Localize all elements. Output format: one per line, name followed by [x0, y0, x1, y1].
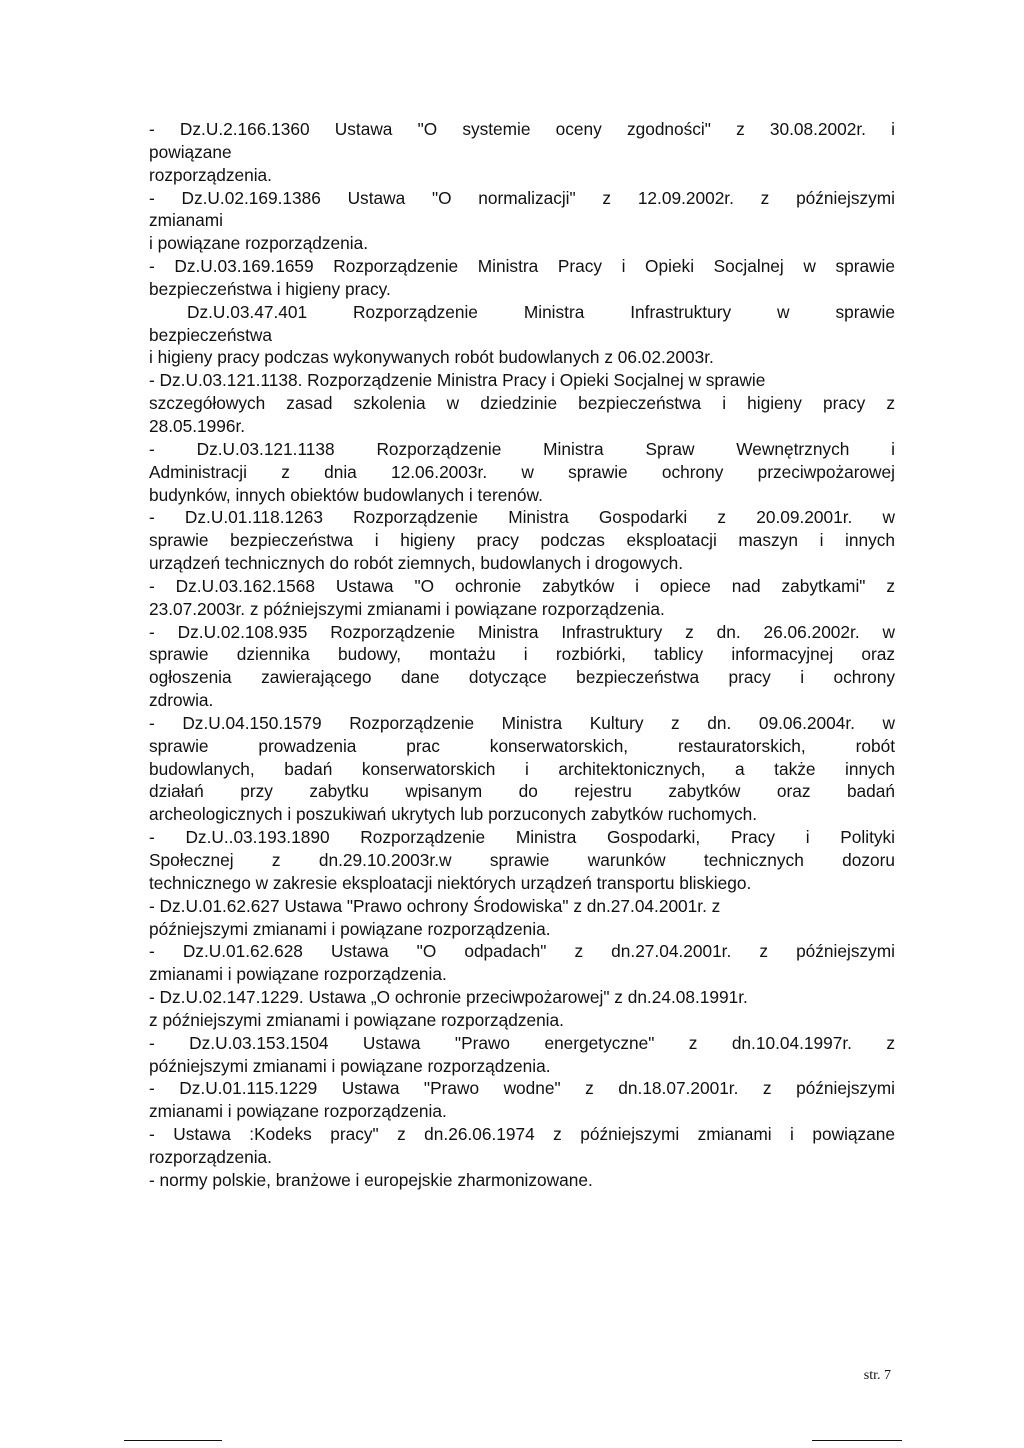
text-line: technicznego w zakresie eksploatacji niektórych urządzeń transportu bliskiego.: [149, 872, 752, 893]
text-line: - normy polskie, branżowe i europejskie zharmonizowane.: [149, 1169, 593, 1190]
text-line: - Dz.U.03.169.1659 Rozporządzenie Ministra Pracy i Opieki Socjalnej w sprawie: [149, 256, 895, 277]
text-line: rozporządzenia.: [149, 164, 272, 185]
text-line: 28.05.1996r.: [149, 415, 246, 436]
text-line: sprawie prowadzenia prac konserwatorskich, restauratorskich, robót: [149, 735, 895, 756]
text-line: - Dz.U.03.153.1504 Ustawa "Prawo energetyczne" z dn.10.04.1997r. z: [149, 1032, 895, 1053]
text-line: i powiązane rozporządzenia.: [149, 233, 369, 254]
text-line: szczegółowych zasad szkolenia w dziedzinie bezpieczeństwa i higieny pracy z: [149, 393, 895, 414]
text-line: bezpieczeństwa: [149, 324, 272, 345]
text-line: z późniejszymi zmianami i powiązane rozporządzenia.: [149, 1009, 564, 1030]
text-line: urządzeń technicznych do robót ziemnych, budowlanych i drogowych.: [149, 553, 684, 574]
text-line: Społecznej z dn.29.10.2003r.w sprawie warunków technicznych dozoru: [149, 850, 895, 870]
text-line: działań przy zabytku wpisanym do rejestru zabytków oraz badań: [149, 781, 895, 802]
text-line: - Ustawa :Kodeks pracy" z dn.26.06.1974 z późniejszymi zmianami i powiązane: [149, 1124, 895, 1145]
page-number: str. 7: [863, 1368, 891, 1383]
text-line: Dz.U.03.47.401 Rozporządzenie Ministra Infrastruktury w sprawie: [187, 301, 895, 322]
text-line: - Dz.U.03.121.1138. Rozporządzenie Ministra Pracy i Opieki Socjalnej w sprawie: [149, 370, 766, 391]
text-line: zdrowia.: [149, 690, 214, 711]
text-line: sprawie dziennika budowy, montażu i rozbiórki, tablicy informacyjnej oraz: [149, 644, 895, 665]
text-line: rozporządzenia.: [149, 1146, 272, 1167]
bottom-right-rule: [812, 1440, 902, 1441]
text-line: archeologicznych i poszukiwań ukrytych lub porzuconych zabytków ruchomych.: [149, 804, 758, 825]
text-line: zmianami: [149, 210, 223, 231]
text-line: - Dz.U.01.62.627 Ustawa "Prawo ochrony Środowiska" z dn.27.04.2001r. z: [149, 895, 721, 916]
text-line: późniejszymi zmianami i powiązane rozporządzenia.: [149, 918, 551, 939]
bottom-left-rule: [124, 1440, 222, 1441]
text-line: bezpieczeństwa i higieny pracy.: [149, 278, 391, 299]
text-line: zmianami i powiązane rozporządzenia.: [149, 1101, 447, 1122]
text-line: - Dz.U..03.193.1890 Rozporządzenie Ministra Gospodarki, Pracy i Polityki: [149, 827, 895, 848]
text-line: i higieny pracy podczas wykonywanych robót budowlanych z 06.02.2003r.: [149, 347, 714, 368]
legal-references-list: [149, 118, 895, 1192]
text-line: późniejszymi zmianami i powiązane rozporządzenia.: [149, 1055, 551, 1076]
text-line: Administracji z dnia 12.06.2003r. w sprawie ochrony przeciwpożarowej: [149, 461, 895, 482]
text-line: - Dz.U.02.169.1386 Ustawa "O normalizacji" z 12.09.2002r. z późniejszymi: [149, 187, 895, 208]
text-line: ogłoszenia zawierającego dane dotyczące bezpieczeństwa pracy i ochrony: [149, 667, 895, 688]
text-line: sprawie bezpieczeństwa i higieny pracy podczas eksploatacji maszyn i innych: [149, 530, 895, 551]
text-line: powiązane: [149, 141, 232, 162]
text-line: budynków, innych obiektów budowlanych i terenów.: [149, 484, 543, 505]
text-line: 23.07.2003r. z późniejszymi zmianami i powiązane rozporządzenia.: [149, 598, 665, 619]
text-line: - Dz.U.03.162.1568 Ustawa "O ochronie zabytków i opiece nad zabytkami" z: [149, 575, 895, 596]
text-line: - Dz.U.03.121.1138 Rozporządzenie Ministra Spraw Wewnętrznych i: [149, 438, 895, 459]
text-line: - Dz.U.02.108.935 Rozporządzenie Ministra Infrastruktury z dn. 26.06.2002r. w: [149, 621, 895, 642]
text-line: - Dz.U.2.166.1360 Ustawa "O systemie oceny zgodności" z 30.08.2002r. i: [149, 119, 895, 139]
text-line: zmianami i powiązane rozporządzenia.: [149, 964, 447, 985]
text-line: - Dz.U.04.150.1579 Rozporządzenie Ministra Kultury z dn. 09.06.2004r. w: [149, 712, 895, 733]
text-line: budowlanych, badań konserwatorskich i architektonicznych, a także innych: [149, 758, 895, 779]
text-line: - Dz.U.01.118.1263 Rozporządzenie Ministra Gospodarki z 20.09.2001r. w: [149, 507, 895, 528]
text-line: - Dz.U.01.62.628 Ustawa "O odpadach" z dn.27.04.2001r. z późniejszymi: [149, 941, 895, 962]
text-line: - Dz.U.02.147.1229. Ustawa „O ochronie przeciwpożarowej" z dn.24.08.1991r.: [149, 987, 748, 1008]
text-line: - Dz.U.01.115.1229 Ustawa "Prawo wodne" z dn.18.07.2001r. z późniejszymi: [149, 1078, 895, 1099]
